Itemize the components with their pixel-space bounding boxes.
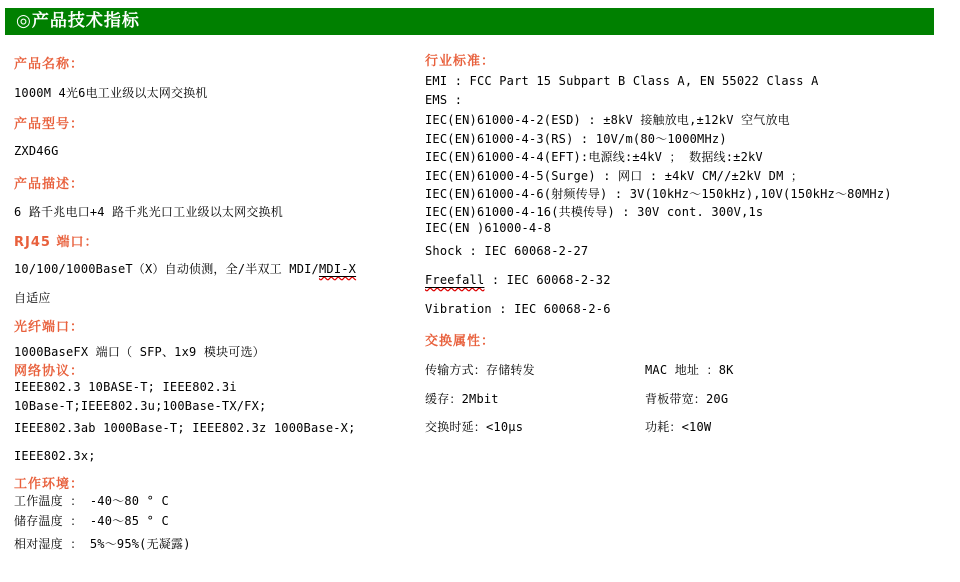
mechanical-freefall <box>425 273 611 287</box>
mechanical-shock: Shock : IEC 60068-2-27 <box>425 244 589 258</box>
standards-rf-conducted: IEC(EN)61000-4-6(射频传导) : 3V(10kHz～150kHz),10V(150kHz～80MHz) <box>425 187 892 201</box>
product-name-value: 1000M 4光6电工业级以太网交换机 <box>14 86 208 100</box>
protocols-line4: IEEE802.3x; <box>14 449 96 463</box>
rj45-ports-line1 <box>14 260 356 277</box>
standards-surge: IEC(EN)61000-4-5(Surge) : 网口 : ±4kV CM//±2kV DM ； <box>425 169 804 183</box>
protocols-line1: IEEE802.3 10BASE-T; IEEE802.3i <box>14 380 237 394</box>
standards-ems: EMS : <box>425 93 463 107</box>
standards-magnetic: IEC(EN )61000-4-8 <box>425 221 552 235</box>
standards-common-mode: IEC(EN)61000-4-16(共模传导) : 30V cont. 300V,1s <box>425 205 764 219</box>
environment-line1: 工作温度 ： -40～80 ° C <box>14 494 169 508</box>
heading-protocols: 网络协议： <box>14 364 85 379</box>
freefall-rest: : IEC 60068-2-32 <box>484 273 611 287</box>
rj45-text: 10/100/1000BaseT（X）自动侦测，全/半双工 MDI/ <box>14 262 319 276</box>
fiber-ports-value: 1000BaseFX 端口（ SFP、1x9 模块可选） <box>14 345 265 359</box>
spellcheck-squiggle <box>319 262 356 276</box>
heading-product-model: 产品型号： <box>14 117 85 132</box>
prop-backplane: 背板带宽：20G <box>645 392 729 406</box>
heading-environment: 工作环境： <box>14 477 85 492</box>
heading-switch-props: 交换属性： <box>425 334 496 349</box>
prop-power: 功耗：<10W <box>645 420 712 434</box>
heading-product-name: 产品名称： <box>14 57 85 72</box>
spellcheck-squiggle <box>425 273 484 287</box>
prop-latency: 交换时延：<10μs <box>425 420 524 434</box>
rj45-mdix-underlined: MDI-X <box>318 262 357 276</box>
rj45-ports-line2: 自适应 <box>14 291 51 305</box>
heading-rj45-ports: RJ45 端口： <box>14 235 99 250</box>
heading-fiber-ports: 光纤端口： <box>14 320 85 335</box>
standards-eft: IEC(EN)61000-4-4(EFT):电源线:±4kV ； 数据线:±2kV <box>425 150 763 164</box>
page-title: ◎产品技术指标 <box>5 8 934 35</box>
protocols-line3: IEEE802.3ab 1000Base-T; IEEE802.3z 1000Base-X; <box>14 421 356 435</box>
standards-rs: IEC(EN)61000-4-3(RS) : 10V/m(80～1000MHz) <box>425 132 727 146</box>
prop-mac-address: MAC 地址 ：8K <box>645 363 734 377</box>
environment-line3: 相对湿度 ： 5%～95%(无凝露) <box>14 537 191 551</box>
prop-transmission: 传输方式：存储转发 <box>425 363 535 377</box>
product-model-value: ZXD46G <box>14 144 59 158</box>
standards-esd: IEC(EN)61000-4-2(ESD) : ±8kV 接触放电,±12kV 空气放电 <box>425 113 790 127</box>
heading-standards: 行业标准： <box>425 54 496 69</box>
heading-product-desc: 产品描述： <box>14 177 85 192</box>
mechanical-vibration: Vibration : IEC 60068-2-6 <box>425 302 611 316</box>
product-desc-value: 6 路千兆电口+4 路千兆光口工业级以太网交换机 <box>14 205 283 219</box>
freefall-word-underlined: Freefall <box>425 273 485 287</box>
standards-emi: EMI : FCC Part 15 Subpart B Class A, EN 55022 Class A <box>425 74 819 88</box>
environment-line2: 储存温度 ： -40～85 ° C <box>14 514 169 528</box>
prop-buffer: 缓存：2Mbit <box>425 392 499 406</box>
protocols-line2: 10Base-T;IEEE802.3u;100Base-TX/FX; <box>14 399 267 413</box>
